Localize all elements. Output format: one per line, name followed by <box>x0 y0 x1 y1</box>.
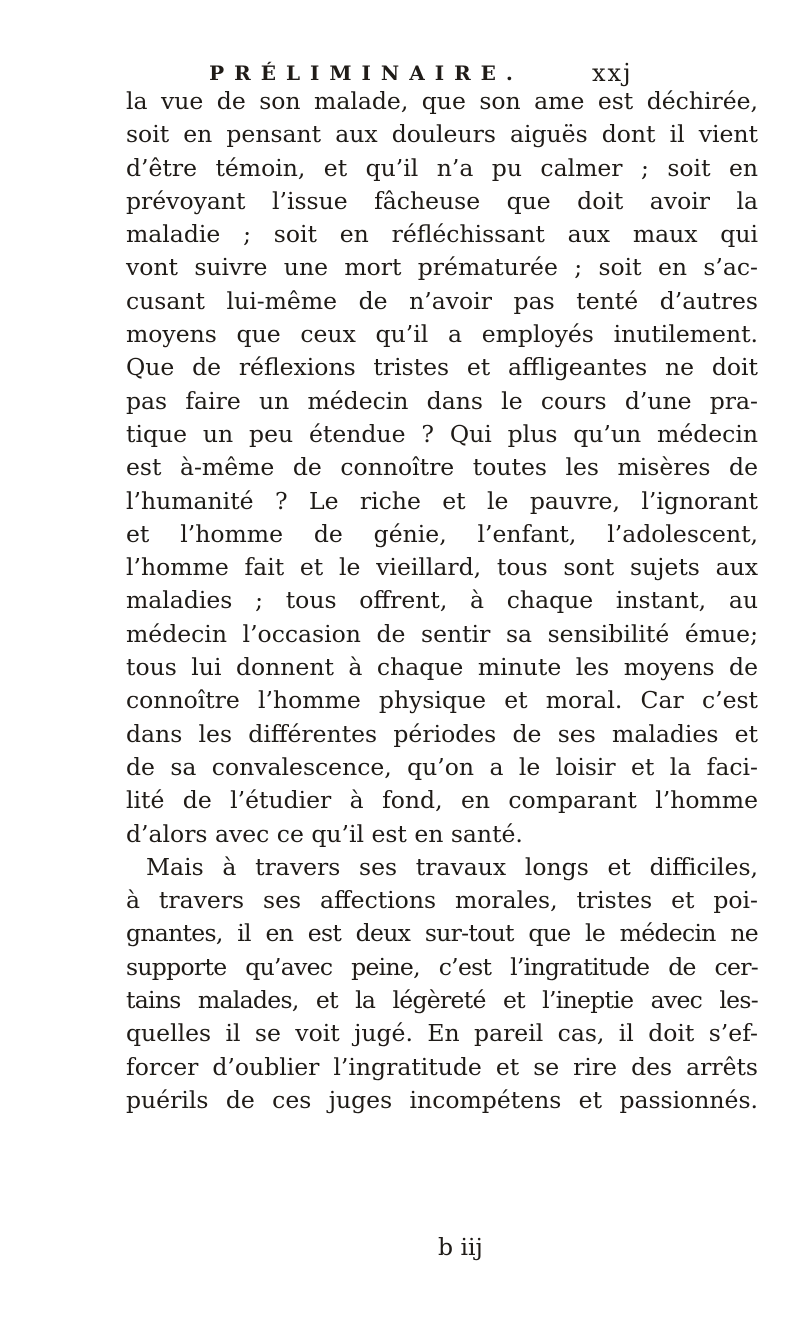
text-line: l’humanité ? Le riche et le pauvre, l’ignorant <box>126 486 758 515</box>
text-line: est à-même de connoître toutes les misères de <box>126 453 758 482</box>
text-line: vont suivre une mort prématurée ; soit en s’ac- <box>126 253 758 282</box>
text-line: et l’homme de génie, l’enfant, l’adolescent, <box>126 519 758 548</box>
text-line: tous lui donnent à chaque minute les moyens de <box>126 653 758 682</box>
text-line: l’homme fait et le vieillard, tous sont sujets aux <box>126 553 758 582</box>
text-line: lité de l’étudier à fond, en comparant l’homme <box>126 786 758 815</box>
text-line: moyens que ceux qu’il a employés inutilement. <box>126 320 758 349</box>
text-line: maladie ; soit en réfléchissant aux maux qui <box>126 220 758 249</box>
text-line: médecin l’occasion de sentir sa sensibilité émue; <box>126 619 758 648</box>
running-title: PRÉLIMINAIRE. <box>209 61 523 85</box>
text-line: maladies ; tous offrent, à chaque instant, au <box>126 586 758 615</box>
text-line: supporte qu’avec peine, c’est l’ingratitude de cer- <box>126 952 758 981</box>
text-line: Que de réflexions tristes et affligeantes ne doit <box>126 353 758 382</box>
signature-mark: b iij <box>438 1233 483 1261</box>
text-line: la vue de son malade, que son ame est déchirée, <box>126 87 758 115</box>
text-line: à travers ses affections morales, tristes et poi- <box>126 886 758 915</box>
text-line: connoître l’homme physique et moral. Car c’est <box>126 686 758 715</box>
text-line: Mais à travers ses travaux longs et difficiles, <box>146 852 758 881</box>
text-line: d’être témoin, et qu’il n’a pu calmer ; soit en <box>126 153 758 182</box>
text-line: d’alors avec ce qu’il est en santé. <box>126 819 523 848</box>
text-line: forcer d’oublier l’ingratitude et se rire des arrêts <box>126 1052 758 1081</box>
text-line: cusant lui-même de n’avoir pas tenté d’autres <box>126 286 758 315</box>
text-line: dans les différentes périodes de ses maladies et <box>126 719 758 748</box>
text-line: tique un peu étendue ? Qui plus qu’un médecin <box>126 419 758 448</box>
text-line: de sa convalescence, qu’on a le loisir et la faci- <box>126 752 758 781</box>
text-line: tains malades, et la légèreté et l’ineptie avec les- <box>126 986 758 1015</box>
text-line: pas faire un médecin dans le cours d’une pra- <box>126 386 758 415</box>
text-line: prévoyant l’issue fâcheuse que doit avoir la <box>126 186 758 215</box>
body-text <box>126 85 758 1117</box>
text-line: quelles il se voit jugé. En pareil cas, il doit s’ef- <box>126 1019 758 1048</box>
page-number: xxj <box>592 59 633 87</box>
text-line: soit en pensant aux douleurs aiguës dont il vient <box>126 120 758 149</box>
text-line: gnantes, il en est deux sur-tout que le médecin ne <box>126 919 758 948</box>
text-line: puérils de ces juges incompétens et passionnés. <box>126 1085 758 1114</box>
